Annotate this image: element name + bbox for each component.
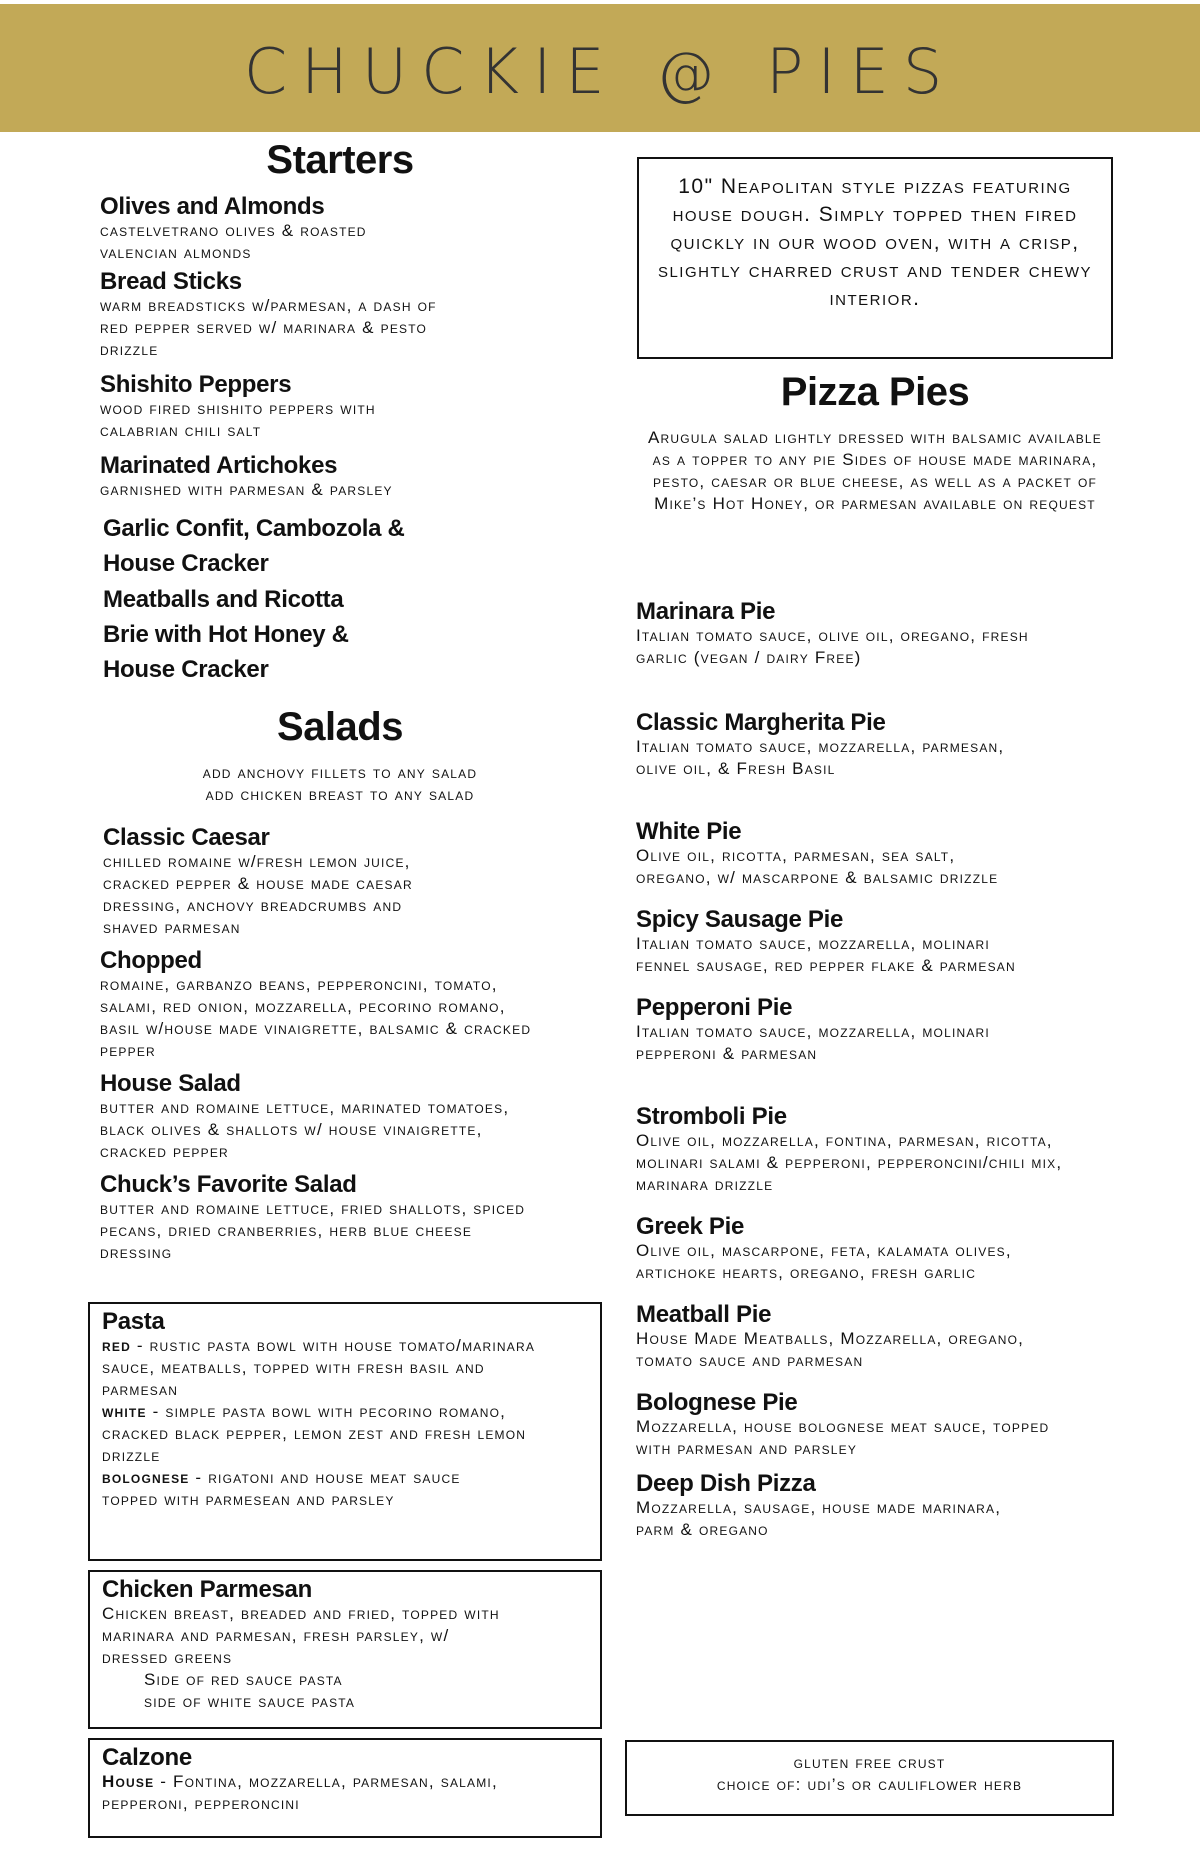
pasta-red-label: red [102, 1336, 131, 1355]
item-desc: Mozzarella, house bolognese meat sauce, topped with parmesan and parsley [636, 1417, 1050, 1458]
left-column [100, 138, 600, 1264]
gluten-free-box [625, 1740, 1114, 1816]
pasta-bolognese-text: - rigatoni and house meat sauce topped with parmesean and parsley [102, 1468, 461, 1509]
pizza-title: Pizza Pies [780, 370, 970, 414]
item-name: Olives and Almonds [100, 193, 325, 220]
item-name: Chopped [100, 947, 202, 974]
item-name: Spicy Sausage Pie [636, 906, 844, 933]
item-name: Marinated Artichokes [100, 452, 338, 479]
chicken-side: side of white sauce pasta [144, 1692, 356, 1711]
menu-item [636, 709, 1116, 780]
item-desc: garnished with parmesan & parsley [100, 480, 393, 499]
pasta-white-text: - simple pasta bowl with pecorino romano, cracked black pepper, lemon zest and fresh lemon drizzle [102, 1402, 527, 1465]
pasta-title: Pasta [102, 1308, 165, 1335]
item-name: Chuck’s Favorite Salad [100, 1171, 357, 1198]
pasta-box [88, 1302, 602, 1561]
chicken-side: Side of red sauce pasta [144, 1670, 343, 1689]
logo-at: @ [656, 38, 729, 107]
salad-note: add anchovy fillets to any salad [202, 763, 478, 782]
item-desc: wood fired shishito peppers with calabrian chili salt [100, 399, 376, 440]
item-name: Meatballs and Ricotta [103, 586, 344, 613]
item-desc: Italian tomato sauce, mozzarella, parmesan, olive oil, & Fresh Basil [636, 737, 1005, 778]
item-name: Stromboli Pie [636, 1103, 787, 1130]
item-name: Shishito Peppers [100, 371, 292, 398]
logo-left: CHUCKIE [243, 34, 619, 108]
item-name: Bolognese Pie [636, 1389, 798, 1416]
item-name: Garlic Confit, Cambozola & House Cracker [103, 515, 405, 577]
item-name: House Salad [100, 1070, 241, 1097]
menu-item [636, 818, 1116, 889]
salads-notes [100, 762, 580, 806]
item-name: Meatball Pie [636, 1301, 772, 1328]
item-name: Marinara Pie [636, 598, 776, 625]
calzone-text: - Fontina, mozzarella, parmesan, salami, pepperoni, pepperoncini [102, 1772, 498, 1813]
calzone-label: House [102, 1772, 155, 1791]
item-name: Pepperoni Pie [636, 994, 793, 1021]
right-column [620, 370, 1130, 515]
pizza-notes: Arugula salad lightly dressed with balsamic available as a topper to any pie Sides of house made marinara, pesto, caesar or blue cheese, as well as a packet of Mike’s Hot Honey, or parmesan available on request [647, 428, 1103, 513]
pasta-white-label: white [102, 1402, 147, 1421]
pasta-bolognese [102, 1467, 522, 1511]
gluten-line: choice of: udi’s or cauliflower herb [716, 1775, 1023, 1794]
menu-item [636, 598, 1116, 669]
menu-item [636, 1470, 1116, 1541]
menu-item [636, 1389, 1116, 1460]
item-desc: Olive oil, ricotta, parmesan, sea salt, oregano, w/ mascarpone & balsamic drizzle [636, 846, 999, 887]
chicken-desc: Chicken breast, breaded and fried, topped with marinara and parmesan, fresh parsley, w/ dressed greens [102, 1604, 500, 1667]
calzone-box [88, 1738, 602, 1838]
item-name: Brie with Hot Honey & House Cracker [103, 621, 349, 683]
menu-item [100, 582, 600, 617]
item-desc: castelvetrano olives & roasted valencian almonds [100, 221, 367, 262]
logo-right: PIES [765, 34, 957, 108]
item-desc: Italian tomato sauce, olive oil, oregano, fresh garlic (vegan / dairy Free) [636, 626, 1029, 667]
salads-title: Salads [277, 705, 403, 749]
pizza-list [636, 598, 1116, 1541]
chicken-box [88, 1570, 602, 1729]
menu-item [100, 371, 600, 442]
item-desc: butter and romaine lettuce, fried shallots, spiced pecans, dried cranberries, herb blue cheese dressing [100, 1199, 526, 1262]
calzone-desc [102, 1771, 542, 1815]
item-desc: romaine, garbanzo beans, pepperoncini, tomato, salami, red onion, mozzarella, pecorino romano, basil w/house made vinaigrette, balsamic & cracked pepper [100, 975, 532, 1060]
item-name: Deep Dish Pizza [636, 1470, 816, 1497]
calzone-title: Calzone [102, 1744, 192, 1771]
item-desc: House Made Meatballs, Mozzarella, oregano, tomato sauce and parmesan [636, 1329, 1025, 1370]
header-banner [0, 4, 1200, 132]
menu-item [100, 947, 600, 1062]
menu-item [636, 1103, 1116, 1196]
pasta-white [102, 1401, 542, 1467]
item-desc: Olive oil, mozzarella, fontina, parmesan, ricotta, molinari salami & pepperoni, pepperoncini/chili mix, marinara drizzle [636, 1131, 1063, 1194]
intro-box [637, 157, 1113, 359]
item-desc: Italian tomato sauce, mozzarella, molinari fennel sausage, red pepper flake & parmesan [636, 934, 1016, 975]
item-desc: Olive oil, mascarpone, feta, kalamata olives, artichoke hearts, oregano, fresh garlic [636, 1241, 1012, 1282]
menu-item [100, 1070, 600, 1163]
menu-item [100, 193, 600, 264]
menu-item [100, 511, 600, 581]
menu-item [100, 452, 600, 501]
item-name: Greek Pie [636, 1213, 745, 1240]
menu-item [100, 617, 600, 687]
menu-item [636, 906, 1116, 977]
item-name: Classic Margherita Pie [636, 709, 886, 736]
item-name: White Pie [636, 818, 742, 845]
menu-item [100, 268, 600, 361]
item-desc: chilled romaine w/fresh lemon juice, cracked pepper & house made caesar dressing, anchovy breadcrumbs and shaved parmesan [103, 852, 413, 937]
salad-note: add chicken breast to any salad [205, 785, 475, 804]
menu-item [636, 994, 1116, 1065]
chicken-title: Chicken Parmesan [102, 1576, 312, 1603]
salads-list [100, 824, 600, 1264]
gluten-line: gluten free crust [793, 1753, 946, 1772]
item-desc: warm breadsticks w/parmesan, a dash of red pepper served w/ marinara & pesto drizzle [100, 296, 437, 359]
starters-title: Starters [266, 138, 414, 182]
menu-item [636, 1301, 1116, 1372]
pasta-red-text: - rustic pasta bowl with house tomato/marinara sauce, meatballs, topped with fresh basil and parmesan [102, 1336, 536, 1399]
item-desc: Mozzarella, sausage, house made marinara, parm & oregano [636, 1498, 1002, 1539]
menu-item [636, 1213, 1116, 1284]
item-desc: Italian tomato sauce, mozzarella, molinari pepperoni & parmesan [636, 1022, 990, 1063]
pasta-bolognese-label: bolognese [102, 1468, 190, 1487]
item-desc: butter and romaine lettuce, marinated tomatoes, black olives & shallots w/ house vinaigrette, cracked pepper [100, 1098, 510, 1161]
gluten-free-text [627, 1742, 1112, 1796]
intro-text: 10" Neapolitan style pizzas featuring house dough. Simply topped then fired quickly in our wood oven, with a crisp, slightly charred crust and tender chewy interior. [657, 175, 1093, 310]
starters-list [100, 193, 600, 687]
item-name: Bread Sticks [100, 268, 242, 295]
logo [244, 35, 956, 108]
pasta-red [102, 1335, 542, 1401]
item-name: Classic Caesar [103, 824, 270, 851]
menu-item [103, 824, 600, 939]
menu-item [100, 1171, 600, 1264]
